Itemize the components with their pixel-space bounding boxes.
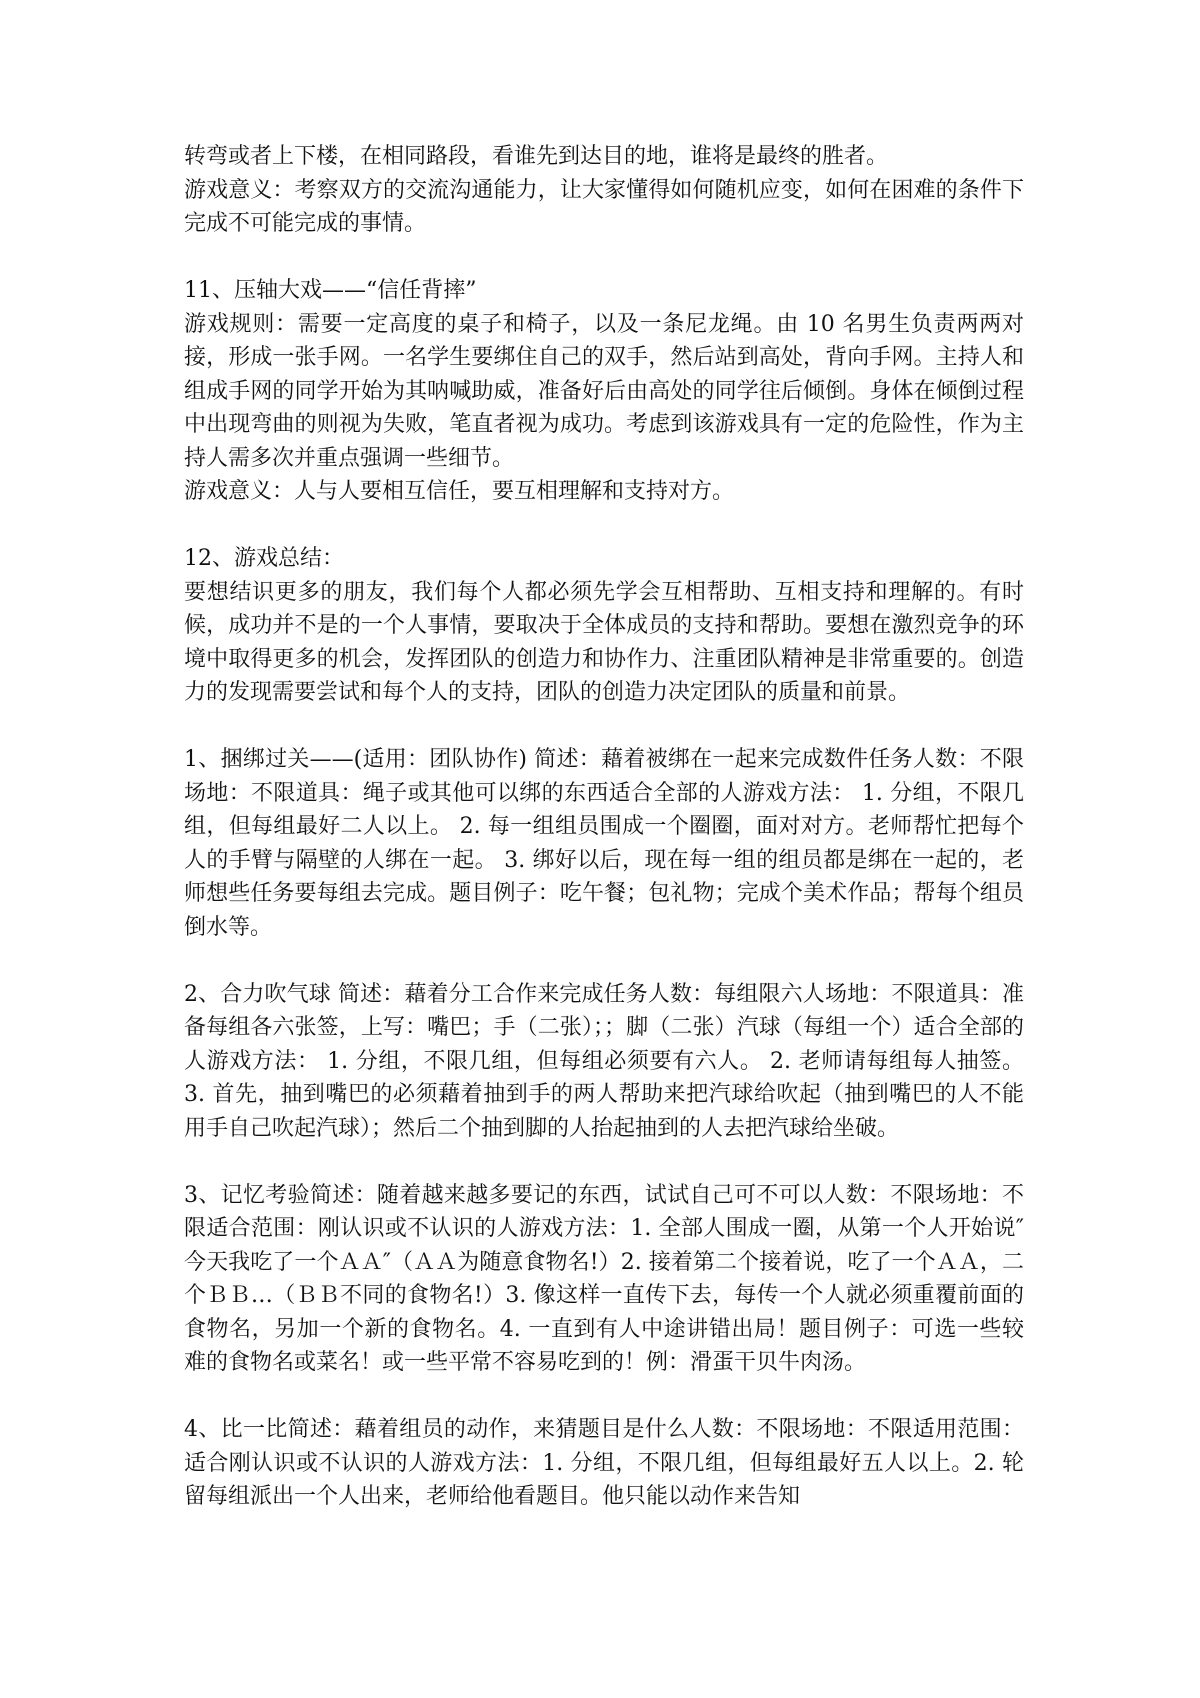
paragraph-gap [184, 710, 1024, 744]
paragraph-gap [184, 509, 1024, 543]
paragraph-game-4: 4、比一比简述：藉着组员的动作，来猜题目是什么人数：不限场地：不限适用范围：适合刚认识或不认识的人游戏方法：1. 分组，不限几组，但每组最好五人以上。2. 轮留每组派出一个人出来，老师给他看题目。他只能以动作来告知 [184, 1417, 1024, 1509]
paragraph-gap [184, 944, 1024, 978]
paragraph-gap [184, 1380, 1024, 1414]
paragraph-game-3: 3、记忆考验简述：随着越来越多要记的东西，试试自己可不可以人数：不限场地：不限适合范围：刚认识或不认识的人游戏方法：1. 全部人围成一圈，从第一个人开始说″今天我吃了一个ＡＡ″（ＡＡ为随意食物名!）2. 接着第二个接着说，吃了一个ＡＡ，二个ＢＢ…（ＢＢ不同的食物名!）3. 像这样一直传下去，每传一个人就必须重覆前面的食物名，另加一个新的食物名。4. 一直到有人中途讲错出局！题目例子：可选一些较难的食物名或菜名！或一些平常不容易吃到的！例：滑蛋干贝牛肉汤。 [184, 1182, 1024, 1375]
section-heading-11: 11、压轴大戏——“信任背摔” [184, 278, 477, 303]
paragraph-game-rules: 游戏规则：需要一定高度的桌子和椅子，以及一条尼龙绳。由 10 名男生负责两两对接，形成一张手网。一名学生要绑住自己的双手，然后站到高处，背向手网。主持人和组成手网的同学开始为其呐喊助威，准备好后由高处的同学往后倾倒。身体在倾倒过程中出现弯曲的则视为失败，笔直者视为成功。考虑到该游戏具有一定的危险性，作为主持人需多次并重点强调一些细节。 [184, 311, 1024, 471]
paragraph-game-meaning: 游戏意义：考察双方的交流沟通能力，让大家懂得如何随机应变，如何在困难的条件下完成不可能完成的事情。 [184, 177, 1024, 236]
paragraph-intro-end: 转弯或者上下楼，在相同路段，看谁先到达目的地，谁将是最终的胜者。 [184, 144, 889, 169]
paragraph-game-meaning-11: 游戏意义：人与人要相互信任，要互相理解和支持对方。 [184, 479, 735, 504]
paragraph-summary: 要想结识更多的朋友，我们每个人都必须先学会互相帮助、互相支持和理解的。有时候，成功并不是的一个人事情，要取决于全体成员的支持和帮助。要想在激烈竞争的环境中取得更多的机会，发挥团队的创造力和协作力、注重团队精神是非常重要的。创造力的发现需要尝试和每个人的支持，团队的创造力决定团队的质量和前景。 [184, 579, 1024, 705]
paragraph-game-2: 2、合力吹气球 简述：藉着分工合作来完成任务人数：每组限六人场地：不限道具：准备每组各六张签，上写：嘴巴；手（二张）；；脚（二张）汽球（每组一个）适合全部的人游戏方法： 1. 分组，不限几组，但每组必须要有六人。 2. 老师请每组每人抽签。 3. 首先，抽到嘴巴的必须藉着抽到手的两人帮助来把汽球给吹起（抽到嘴巴的人不能用手自己吹起汽球）；然后二个抽到脚的人抬起抽到的人去把汽球给坐破。 [184, 981, 1024, 1141]
paragraph-game-1: 1、捆绑过关——(适用：团队协作) 简述：藉着被绑在一起来完成数件任务人数：不限场地：不限道具：绳子或其他可以绑的东西适合全部的人游戏方法： 1. 分组，不限几组，但每组最好二人以上。 2. 每一组组员围成一个圈圈，面对对方。老师帮忙把每个人的手臂与隔壁的人绑在一起。 3. 绑好以后，现在每一组的组员都是绑在一起的，老师想些任务要每组去完成。题目例子：吃午餐；包礼物；完成个美术作品；帮每个组员倒水等。 [184, 747, 1024, 940]
paragraph-gap [184, 241, 1024, 275]
document-body [184, 140, 1024, 1514]
section-heading-12: 12、游戏总结： [184, 546, 344, 571]
paragraph-gap [184, 1145, 1024, 1179]
